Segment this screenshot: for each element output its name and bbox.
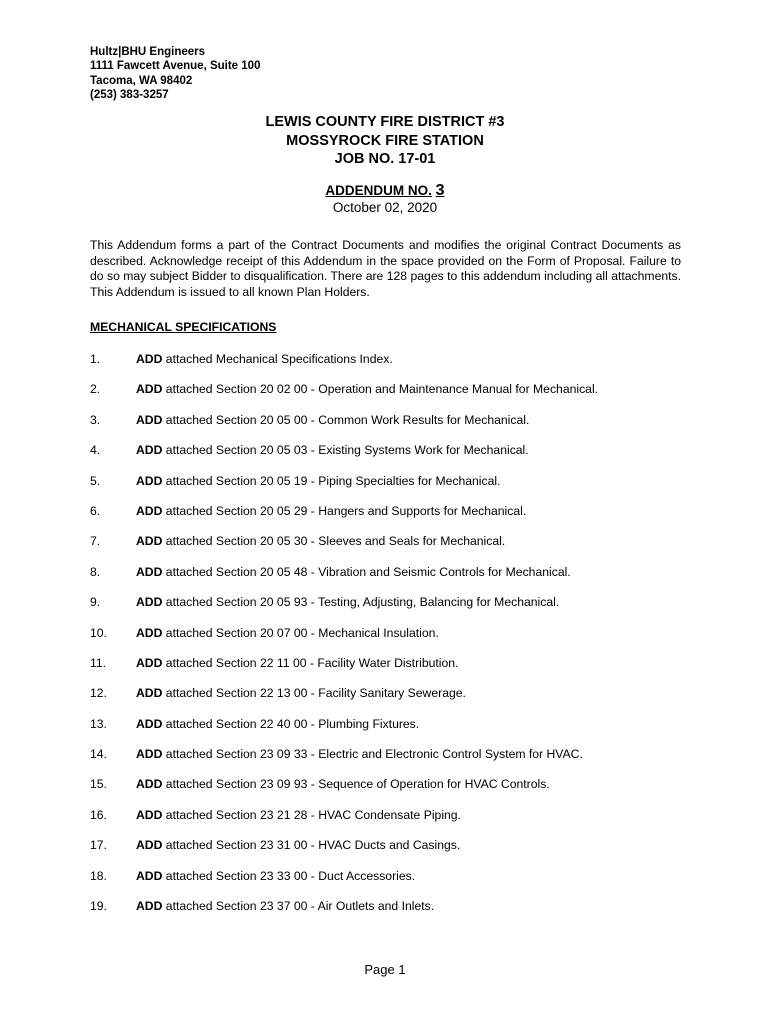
item-keyword: ADD bbox=[136, 534, 163, 549]
item-number: 16. bbox=[90, 807, 107, 822]
item-keyword: ADD bbox=[136, 382, 163, 397]
item-number: 12. bbox=[90, 686, 107, 701]
page-number: Page 1 bbox=[364, 962, 406, 977]
company-city: Tacoma, WA 98402 bbox=[90, 74, 193, 87]
item-keyword: ADD bbox=[136, 716, 163, 731]
intro-paragraph: This Addendum forms a part of the Contract Documents and modifies the original Contract Documents as described. Acknowledge receipt of this Addendum in the space provided on the Form of Proposal. Failure to do so may subject Bidder to disqualification. There are 128 pages to this addendum including all attachments. This Addendum is issued to all known Plan Holders. bbox=[90, 238, 681, 299]
item-keyword: ADD bbox=[136, 473, 163, 488]
item-number: 4. bbox=[90, 443, 101, 458]
addendum-date: October 02, 2020 bbox=[332, 200, 438, 215]
item-text: attached Section 20 05 30 - Sleeves and Seals for Mechanical. bbox=[162, 534, 506, 549]
item-number: 8. bbox=[90, 564, 101, 579]
item-text: attached Section 23 09 33 - Electric and Electronic Control System for HVAC. bbox=[162, 747, 583, 762]
item-keyword: ADD bbox=[136, 838, 163, 853]
item-number: 14. bbox=[90, 747, 107, 762]
item-text: attached Section 20 02 00 - Operation and Maintenance Manual for Mechanical. bbox=[162, 382, 599, 397]
item-keyword: ADD bbox=[136, 807, 163, 822]
list-item bbox=[90, 564, 690, 594]
item-number: 11. bbox=[90, 655, 107, 670]
title-line-3: JOB NO. 17-01 bbox=[334, 151, 436, 167]
item-text: attached Section 20 05 93 - Testing, Adjusting, Balancing for Mechanical. bbox=[162, 595, 560, 610]
list-item bbox=[90, 716, 690, 746]
item-number: 17. bbox=[90, 838, 107, 853]
company-phone: (253) 383-3257 bbox=[90, 88, 169, 101]
list-item bbox=[90, 533, 690, 563]
item-number: 2. bbox=[90, 382, 101, 397]
item-text: attached Section 22 40 00 - Plumbing Fixtures. bbox=[162, 716, 420, 731]
document-title bbox=[0, 113, 770, 169]
item-text: attached Section 20 05 19 - Piping Specialties for Mechanical. bbox=[162, 473, 501, 488]
company-name: Hultz|BHU Engineers bbox=[90, 46, 206, 58]
list-item bbox=[90, 868, 690, 898]
item-keyword: ADD bbox=[136, 655, 163, 670]
item-keyword: ADD bbox=[136, 777, 163, 792]
item-keyword: ADD bbox=[136, 686, 163, 701]
item-list bbox=[90, 351, 690, 928]
item-text: attached Mechanical Specifications Index. bbox=[162, 352, 393, 366]
item-number: 1. bbox=[90, 352, 101, 366]
list-item bbox=[90, 655, 690, 685]
item-keyword: ADD bbox=[136, 443, 163, 458]
item-text: attached Section 23 21 28 - HVAC Condensate Piping. bbox=[162, 807, 461, 822]
item-text: attached Section 23 33 00 - Duct Accessories. bbox=[162, 868, 416, 883]
addendum-header bbox=[0, 182, 770, 216]
item-keyword: ADD bbox=[136, 747, 163, 762]
item-text: attached Section 20 05 29 - Hangers and Supports for Mechanical. bbox=[162, 503, 527, 518]
list-item bbox=[90, 685, 690, 715]
list-item bbox=[90, 776, 690, 806]
item-number: 5. bbox=[90, 473, 101, 488]
item-number: 6. bbox=[90, 503, 101, 518]
title-line-2: MOSSYROCK FIRE STATION bbox=[286, 132, 484, 149]
item-keyword: ADD bbox=[136, 868, 163, 883]
title-line-1: LEWIS COUNTY FIRE DISTRICT #3 bbox=[265, 114, 505, 130]
item-keyword: ADD bbox=[136, 564, 163, 579]
list-item bbox=[90, 837, 690, 867]
company-street: 1111 Fawcett Avenue, Suite 100 bbox=[90, 60, 261, 73]
item-keyword: ADD bbox=[136, 595, 163, 610]
item-number: 19. bbox=[90, 899, 107, 914]
item-keyword: ADD bbox=[136, 899, 163, 914]
item-text: attached Section 20 05 03 - Existing Systems Work for Mechanical. bbox=[162, 443, 529, 458]
item-text: attached Section 22 13 00 - Facility Sanitary Sewerage. bbox=[162, 686, 466, 701]
list-item bbox=[90, 898, 690, 928]
item-text: attached Section 20 07 00 - Mechanical Insulation. bbox=[162, 625, 439, 640]
list-item bbox=[90, 594, 690, 624]
list-item bbox=[90, 807, 690, 837]
item-keyword: ADD bbox=[136, 412, 163, 427]
item-keyword: ADD bbox=[136, 625, 163, 640]
item-keyword: ADD bbox=[136, 503, 163, 518]
list-item bbox=[90, 381, 690, 411]
item-number: 10. bbox=[90, 625, 107, 640]
list-item bbox=[90, 442, 690, 472]
list-item bbox=[90, 351, 690, 381]
item-text: attached Section 23 37 00 - Air Outlets and Inlets. bbox=[162, 899, 435, 914]
item-number: 9. bbox=[90, 595, 101, 610]
item-text: attached Section 23 31 00 - HVAC Ducts and Casings. bbox=[162, 838, 461, 853]
item-text: attached Section 23 09 93 - Sequence of Operation for HVAC Controls. bbox=[162, 777, 550, 792]
item-number: 18. bbox=[90, 868, 107, 883]
item-text: attached Section 20 05 48 - Vibration and Seismic Controls for Mechanical. bbox=[162, 564, 571, 579]
list-item bbox=[90, 473, 690, 503]
company-address bbox=[90, 45, 260, 102]
list-item bbox=[90, 503, 690, 533]
item-text: attached Section 20 05 00 - Common Work Results for Mechanical. bbox=[162, 412, 530, 427]
addendum-number: 3 bbox=[435, 182, 445, 199]
list-item bbox=[90, 746, 690, 776]
list-item bbox=[90, 412, 690, 442]
item-number: 15. bbox=[90, 777, 107, 792]
addendum-label: ADDENDUM NO. bbox=[325, 183, 432, 198]
list-item bbox=[90, 625, 690, 655]
item-number: 7. bbox=[90, 534, 101, 549]
item-text: attached Section 22 11 00 - Facility Water Distribution. bbox=[162, 655, 459, 670]
item-number: 13. bbox=[90, 716, 107, 731]
section-heading: MECHANICAL SPECIFICATIONS bbox=[90, 320, 277, 334]
item-number: 3. bbox=[90, 412, 101, 427]
item-keyword: ADD bbox=[136, 352, 163, 366]
